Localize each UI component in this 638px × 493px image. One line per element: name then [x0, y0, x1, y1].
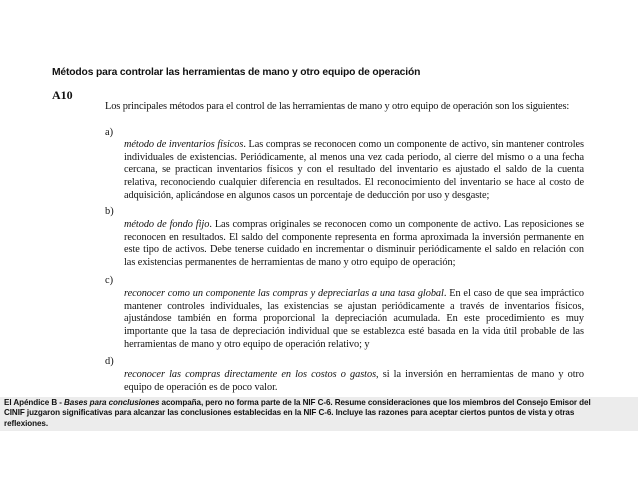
item-d-body: , si la inversión en herramientas de mano y otro equipo de operación es de poco valor. [124, 369, 585, 393]
item-b-text [124, 219, 584, 270]
item-c-term: reconocer como un componente las compras y depreciarlas a una tasa global [124, 288, 444, 299]
item-a-body: . Las compras se reconocen como un componente de activo, sin mantener controles individuales de existencias. Periódicamente, al menos una vez cada periodo, al cierre del mismo o a una fecha cercana, se practican inventarios físicos y con el resultado del inventario es ajustado el saldo de la cuenta relativa, reconociendo cualquier diferencia en resultados. El reconocimiento del inventario se hace al costo de adquisición, aplicándose en algunos casos un porcentaje de deducción por uso y desgaste; [124, 139, 584, 201]
item-d-term: reconocer las compras directamente en los costos o gastos [124, 369, 377, 380]
item-c-text [124, 288, 584, 352]
item-b-body: . Las compras originales se reconocen como un componente de activo. Las reposiciones se reconocen en resultados. El saldo del componente representa en forma aproximada la inversión permanente en este tipo de activos. Debe tenerse cuidado en incrementar o disminuir periódicamente el saldo en relación con las existencias permanentes de herramientas de mano y otro equipo de operación; [124, 219, 584, 269]
item-a-text [124, 139, 584, 203]
item-b-term: método de fondo fijo [124, 219, 210, 230]
item-d-text [124, 369, 584, 394]
footer-note-text [4, 398, 604, 429]
footer-body: acompaña, pero no forma parte de la NIF C-6. Resume consideraciones que los miembros del Consejo Emisor del CINIF juzgaron significativas para alcanzar las conclusiones establecidas en la NIF C-6. Incluye las razones para aceptar ciertos puntos de vista y otras reflexiones. [4, 398, 591, 428]
item-d-marker: d) [105, 356, 114, 367]
footer-emphasis: Bases para conclusiones [64, 398, 160, 407]
item-b-marker: b) [105, 206, 114, 217]
paragraph-number: A10 [52, 88, 73, 102]
item-a-term: método de inventarios físicos [124, 139, 244, 150]
item-c-marker: c) [105, 275, 114, 286]
item-c-body: . En el caso de que sea impráctico mantener controles individuales, las existencias se ajustan periódicamente a través de inventarios físicos, ajustándose también en forma proporcional la depreciación acumulada. En este procedimiento es muy importante que la tasa de depreciación individual que se establezca esté basada en la vida útil probable de las herramientas de mano y otro equipo de operación relativo; y [124, 288, 584, 350]
item-a-marker: a) [105, 127, 114, 138]
footer-prefix: El Apéndice B - [4, 398, 65, 407]
intro-sentence: Los principales métodos para el control de las herramientas de mano y otro equipo de operación son los siguientes: [105, 101, 570, 112]
section-heading: Métodos para controlar las herramientas de mano y otro equipo de operación [52, 67, 421, 78]
footer-note [0, 397, 638, 431]
